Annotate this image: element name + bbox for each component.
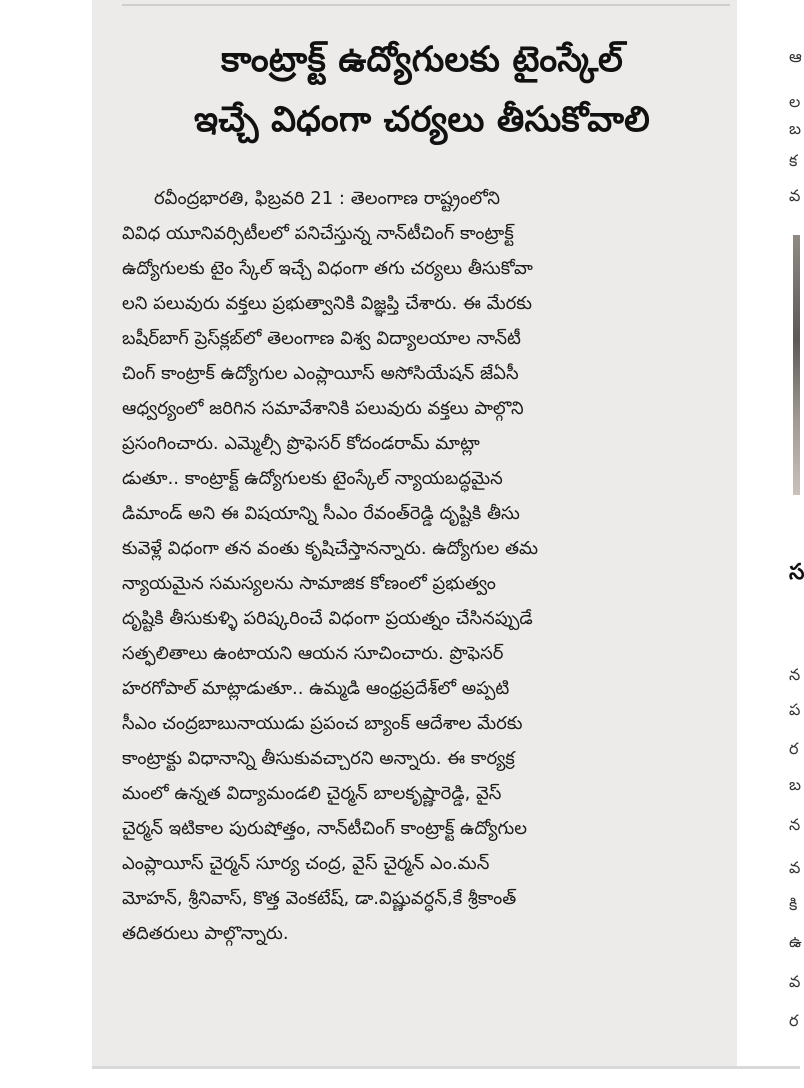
right-fragment-10: న (789, 815, 801, 834)
body-line-14: సత్ఫలితాలు ఉంటాయని ఆయన సూచించారు. ప్రొఫెసర్ (122, 643, 504, 664)
body-line-10: డిమాండ్ అని ఈ విషయాన్ని సీఎం రేవంత్‌రెడ్డి దృష్టికి తీసు (122, 503, 520, 524)
bottom-divider (92, 1066, 800, 1069)
body-line-1: రవీంద్రభారతి, ఫిబ్రవరి 21 : తెలంగాణ రాష్ట్రంలోని (154, 188, 501, 209)
headline-line-1: కాంట్రాక్ట్ ఉద్యోగులకు టైంస్కేల్ (220, 40, 624, 80)
body-line-8: ప్రసంగించారు. ఎమ్మెల్సీ ప్రొఫెసర్ కోదండరామ్ మాట్లా (122, 433, 480, 454)
body-line-17: కాంట్రాక్టు విధానాన్ని తీసుకువచ్చారని అన్నారు. ఈ కార్యక్ర (122, 748, 515, 769)
body-line-9: డుతూ.. కాంట్రాక్ట్ ఉద్యోగులకు టైంస్కేల్ న్యాయబద్ధమైన (122, 468, 503, 489)
right-fragment-4: క (789, 151, 798, 170)
body-line-6: చింగ్ కాంట్రాక్ ఉద్యోగుల ఎంప్లాయీస్ అసోసియేషన్ జేఏసీ (122, 363, 519, 384)
body-line-5: బషీర్‌బాగ్ ప్రెస్‌క్లబ్‌లో తెలంగాణ విశ్వ విద్యాలయాల నాన్‌టీ (122, 328, 521, 349)
body-line-12: న్యాయమైన సమస్యలను సామాజిక కోణంలో ప్రభుత్వం (122, 573, 496, 594)
right-fragment-11: వ (789, 858, 801, 877)
right-heading-fragment: స (789, 560, 804, 585)
body-line-19: చైర్మన్ ఇటికాల పురుషోత్తం, నాన్‌టీచింగ్ కాంట్రాక్ట్ ఉద్యోగుల (122, 818, 528, 839)
right-fragment-9: బ (789, 775, 802, 794)
body-line-15: హరగోపాల్ మాట్లాడుతూ.. ఉమ్మడి ఆంధ్రప్రదేశ్‌లో అప్పటి (122, 678, 510, 699)
body-line-13: దృష్టికి తీసుకుళ్ళి పరిష్కరించే విధంగా ప్రయత్నం చేసినప్పుడే (122, 608, 533, 629)
body-line-7: ఆధ్వర్యంలో జరిగిన సమావేశానికి పలువురు వక్తలు పాల్గొని (122, 398, 524, 419)
right-fragment-13: ఉ (789, 932, 802, 951)
right-fragment-5: వ (789, 186, 801, 205)
right-fragment-8: ర (789, 739, 799, 758)
body-line-2: వివిధ యూనివర్సిటీలలో పనిచేస్తున్న నాన్‌టీచింగ్ కాంట్రాక్ట్ (122, 223, 514, 244)
right-fragment-12: కి (789, 895, 798, 914)
headline-line-2: ఇచ్చే విధంగా చర్యలు తీసుకోవాలి (194, 100, 650, 140)
body-line-21: మోహన్, శ్రీనివాస్, కొత్త వెంకటేష్, డా.విష్ణువర్ధన్,కే శ్రీకాంత్ (122, 888, 517, 909)
right-fragment-15: ర (789, 1011, 799, 1030)
right-fragment-7: ప (789, 700, 801, 719)
body-line-20: ఎంప్లాయీస్ చైర్మన్ సూర్య చంద్ర, వైస్ చైర్మన్ ఎం.మన్ (122, 853, 490, 874)
right-fragment-2: ల (789, 92, 801, 111)
right-fragment-14: వ (789, 972, 801, 991)
body-line-22: తదితరులు పాల్గొన్నారు. (122, 923, 289, 944)
body-line-11: కువెళ్లే విధంగా తన వంతు కృషిచేస్తానన్నారు. ఉద్యోగుల తమ (122, 538, 539, 559)
adjacent-article-column (765, 0, 804, 1066)
top-divider (122, 4, 730, 6)
right-fragment-3: బ (789, 119, 802, 138)
article-headline (122, 30, 722, 150)
right-fragment-6: న (789, 665, 801, 684)
article-body (122, 181, 708, 951)
body-line-18: మంలో ఉన్నత విద్యామండలి చైర్మన్ బాలకృష్ణారెడ్డి, వైస్ (122, 783, 502, 804)
body-line-3: ఉద్యోగులకు టైం స్కేల్ ఇచ్చే విధంగా తగు చర్యలు తీసుకోవా (122, 258, 533, 279)
body-line-16: సీఎం చంద్రబాబునాయుడు ప్రపంచ బ్యాంక్ ఆదేశాల మేరకు (122, 713, 523, 734)
body-line-4: లని పలువురు వక్తలు ప్రభుత్వానికి విజ్ఞప్తి చేశారు. ఈ మేరకు (122, 293, 532, 314)
adjacent-article-photo (793, 235, 800, 495)
right-fragment-1: ఆ (789, 47, 802, 66)
